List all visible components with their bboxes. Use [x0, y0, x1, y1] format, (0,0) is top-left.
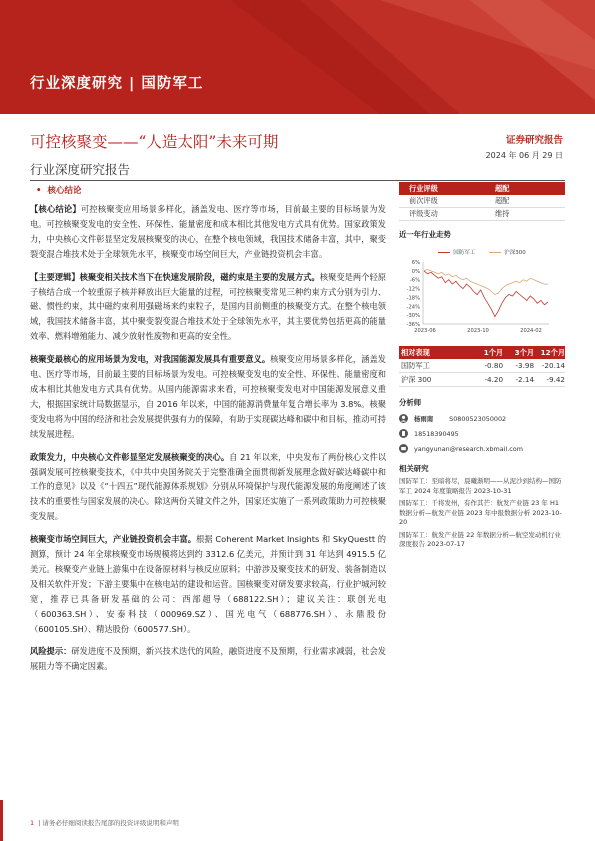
series-line-index [424, 269, 548, 294]
banner-title: 行业深度研究 | 国防军工 [30, 76, 204, 92]
y-tick-label: -12% [406, 286, 420, 293]
header-divider [30, 180, 565, 181]
rating-table-header [399, 182, 565, 195]
paragraph [30, 532, 386, 636]
page-number: 1 [30, 819, 35, 827]
report-title: 可控核聚变——“人造太阳”未来可期 [30, 133, 279, 151]
y-tick-label: 0% [411, 268, 420, 275]
y-tick-label: 6% [411, 260, 420, 266]
perf-cell: -4.20 [484, 375, 504, 384]
perf-table-header [399, 346, 565, 359]
trend-chart [399, 258, 565, 336]
paragraph-lead: 风险提示： [30, 646, 72, 657]
paragraph-lead: 【主要逻辑】核聚变相关技术当下在快速发展阶段，磁约束是主要的发展方式。 [30, 271, 320, 282]
analyst-name: 杨雨南 [414, 415, 434, 423]
analyst-email[interactable]: yangyunan@research.xbmail.com [414, 444, 523, 453]
perf-cell: -3.98 [515, 361, 535, 370]
series-line-sector [424, 271, 548, 317]
rating-label: 评级变动 [409, 209, 438, 218]
y-tick-label: -6% [409, 277, 420, 284]
related-label: 相关研究 [399, 464, 429, 473]
y-tick-label: -18% [406, 295, 420, 302]
report-subtitle: 行业深度研究报告 [30, 162, 131, 177]
document-type: 证券研究报告 [505, 135, 563, 146]
perf-header-cell: 1个月 [483, 347, 504, 357]
chart-legend [399, 248, 565, 256]
report-date: 2024 年 06 月 29 日 [485, 151, 563, 160]
rating-header-value: 超配 [495, 183, 510, 193]
perf-row [399, 359, 565, 373]
legend-item-sector: 国防军工 [438, 248, 475, 256]
trend-label: 近一年行业走势 [399, 230, 451, 239]
related-research [399, 463, 565, 550]
perf-row [399, 373, 565, 387]
paragraph-text: 核聚变应用场景多样化，涵盖发电、医疗等市场，目前最主要的目标场景为发电。可控核聚变发电的安全性、环保性、能量密度和成本相比其他发电方式具有优势。从国内能源需求来看，可控核聚变发电对中国能源发展意义重大，根据国家统计局数据显示，自 2016 年以来，中国的能源消费量年复合增长率为 3.8%。核聚变发电将为中国的经济和社会发展提供强有力的保障，有助于实现碳达峰和碳中和目标，推动可持续发展进程。 [30, 354, 387, 439]
analyst-phone[interactable]: 18518390495 [414, 429, 459, 438]
paragraph-lead: 核聚变最核心的应用场景为发电，对我国能源发展具有重要意义。 [30, 354, 271, 365]
analyst-cert: S0800523050002 [449, 414, 507, 423]
rating-header-label: 行业评级 [409, 183, 438, 193]
banner-decoration [0, 0, 595, 114]
perf-header-cell: 3个月 [514, 347, 535, 357]
analyst-label: 分析师 [399, 398, 422, 407]
paragraph-text: 核聚变是两个轻原子核结合成一个较重原子核并释放出巨大能量的过程，可控核聚变常见三种约束方式分别为引力、磁、惯性约束，其中磁约束利用强磁场来约束粒子，是国内目前侧重的核聚变方式。在整个核电领域，我国技术储备丰富，其中聚变裂变混合堆技术处于全球领先水平，其主要优势包括更高的能量效率、燃料增殖能力、减少放射性废物和更高的安全性。 [30, 271, 387, 342]
page-footer [30, 818, 179, 827]
phone-icon [399, 429, 408, 438]
related-item[interactable]: 国防军工：航发产业链 22 年数据分析—航空发动机行业深度报告 2023-07-17 [399, 530, 561, 548]
paragraph [30, 450, 386, 525]
analyst-email-line [399, 444, 565, 453]
y-tick-label: -30% [406, 313, 420, 320]
paragraph-lead: 【核心结论】 [30, 204, 81, 214]
rating-row [399, 195, 565, 208]
analyst-block [399, 397, 565, 453]
analyst-name-line [399, 414, 565, 423]
perf-header-cell: 12个月 [540, 347, 566, 357]
paragraph [30, 644, 386, 674]
sidebar [399, 182, 565, 550]
person-icon [399, 414, 408, 423]
x-tick-label: 2024-02 [520, 328, 542, 334]
perf-header-cell: 相对表现 [401, 347, 430, 357]
perf-cell: 国防军工 [401, 360, 430, 370]
paragraph-text: 可控核聚变应用场景多样化，涵盖发电、医疗等市场，目前最主要的目标场景为发电。可控核聚变发电的安全性、环保性、能量密度和成本相比其他发电方式具有优势。国家政策发力，中央核心文件彰显坚定发展核聚变的决心，在整个核电领域，我国技术储备丰富，其中，聚变裂变混合堆技术处于全球领先水平，核聚变市场空间巨大，产业链投资机会丰富。 [30, 204, 387, 259]
rating-row [399, 208, 565, 221]
section-heading: • 核心结论 [36, 184, 81, 196]
rating-label: 前次评级 [409, 196, 438, 205]
paragraph [30, 202, 386, 262]
x-tick-label: 2023-10 [467, 328, 489, 334]
y-tick-label: -24% [406, 304, 420, 311]
perf-cell: -0.80 [484, 361, 504, 370]
x-tick-label: 2023-06 [414, 328, 436, 334]
paragraph-lead: 核聚变市场空间巨大，产业链投资机会丰富。 [30, 534, 197, 545]
perf-cell: 沪深 300 [401, 374, 432, 384]
rating-value: 超配 [495, 196, 510, 205]
legend-item-index: 沪深300 [489, 248, 526, 256]
paragraph-lead: 政策发力，中央核心文件彰显坚定发展核聚变的决心。 [30, 451, 230, 462]
rating-value: 维持 [495, 209, 510, 218]
analyst-phone-line [399, 429, 565, 438]
y-tick-label: -36% [406, 322, 420, 328]
perf-cell: -2.14 [515, 375, 535, 384]
perf-cell: -9.42 [546, 375, 566, 384]
footer-disclaimer: | 请务必仔细阅读报告尾部的投资评级说明和声明 [38, 819, 179, 827]
perf-cell: -20.14 [541, 361, 566, 370]
email-icon [399, 444, 408, 453]
main-body [30, 202, 386, 682]
related-item[interactable]: 国防军工：千将发州，有作其芒：航发产业链 23 年 H1 数据分析—航发产业链 2023 年中报数据分析 2023-10-20 [399, 499, 562, 526]
related-item[interactable]: 国防军工：至暗将尽，晨曦渐明——从泥沙到结构—国防军工 2024 年度策略报告 2023-10-31 [399, 477, 562, 495]
paragraph [30, 270, 386, 345]
paragraph-text: 研发进度不及预期，新兴技术迭代的风险，融资进度不及预期，行业需求减弱，社会发展阻力等不确定因素。 [30, 646, 387, 672]
paragraph-text: 根据 Coherent Market Insights 和 SkyQuestt 的测算，预计 24 年全球核聚变市场规模将达到约 3312.6 亿美元，并预计到 31 年达到 4915.5 亿美元。核聚变产业链上游集中在设备原材料与核反应原料；中游涉及聚变技术的研发、装备制造以及相关软件开发；下游主要集中在核电站的建设和运营。国核聚变对研发要求较高，行业护城河较宽，推荐已具备研发基础的公司：西部超导（688122.SH）；建议关注：联创光电（600363.SH）、安泰科技（000969.SZ）、国光电气（688776.SH）、永鼎股份（600105.SH）、精达股份（600577.SH）。 [30, 534, 387, 634]
header-banner [0, 0, 595, 114]
corner-accent [0, 800, 12, 841]
paragraph [30, 352, 386, 441]
paragraph-text: 自 21 年以来，中央发布了两份核心文件以强调发展可控核聚变技术，《中共中央国务院关于完整准确全面贯彻新发展理念做好碳达峰碳中和工作的意见》以及《“十四五”现代能源体系规划》分别从环境保护与现代能源发展的角度阐述了该技术的重要性与国家发展的决心。除这两份关键文件之外，国家还实施了一系列政策助力可控核聚变发展。 [30, 451, 387, 522]
